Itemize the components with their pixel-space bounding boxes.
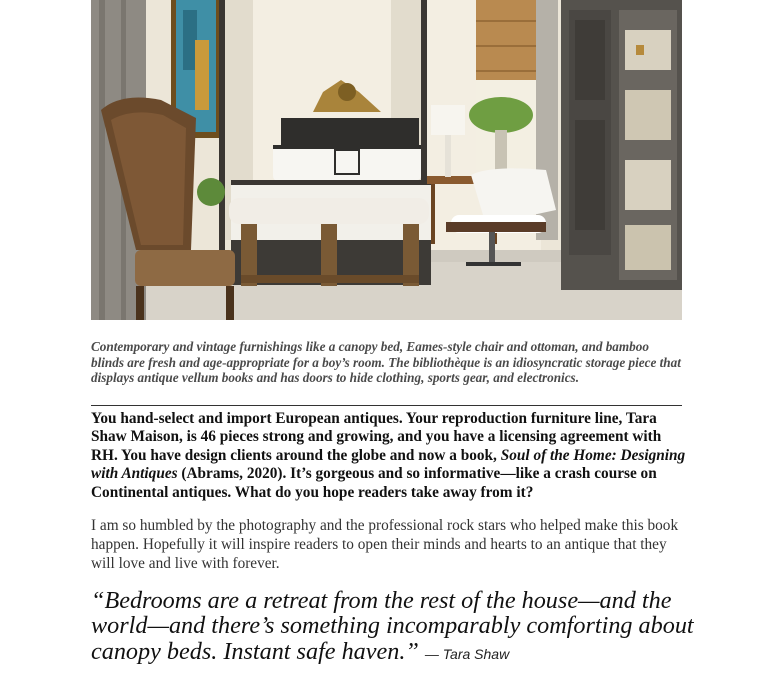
photo-caption: Contemporary and vintage furnishings like a canopy bed, Eames-style chair and ottoman, and bamboo blinds are fresh and age-appropriate for a boy’s room. The bibliothèque is an idiosyncratic storage piece that displays antique vellum books and has doors to hide clothing, sports gear, and electronics. <box>91 339 681 385</box>
pull-quote-text: “Bedrooms are a retreat from the rest of the house—and the world—and there’s something incomparably comforting about canopy beds. Instant safe haven.” <box>91 587 694 665</box>
question-text-part1: You hand-select and import European antiques. Your reproduction furniture line, Tara Shaw Maison, is 46 pieces strong and growing, and you have a licensing agreement with RH. You have design clients around the globe and now a book, <box>91 410 662 464</box>
interview-question <box>91 410 691 502</box>
pull-quote-attribution: — Tara Shaw <box>424 645 510 662</box>
question-text-part2: (Abrams, 2020). It’s gorgeous and so informative—like a crash course on Continental antiques. What do you hope readers take away from it? <box>91 465 657 501</box>
interview-answer: I am so humbled by the photography and the professional rock stars who helped make this book happen. Hopefully it will inspire readers to open their minds and hearts to an antique that they will love and live with forever. <box>91 517 679 572</box>
section-divider <box>91 405 682 406</box>
pull-quote <box>91 588 711 667</box>
book-title: Soul of the Home: Designing with Antiques <box>91 446 686 483</box>
bedroom-photo <box>91 0 682 320</box>
